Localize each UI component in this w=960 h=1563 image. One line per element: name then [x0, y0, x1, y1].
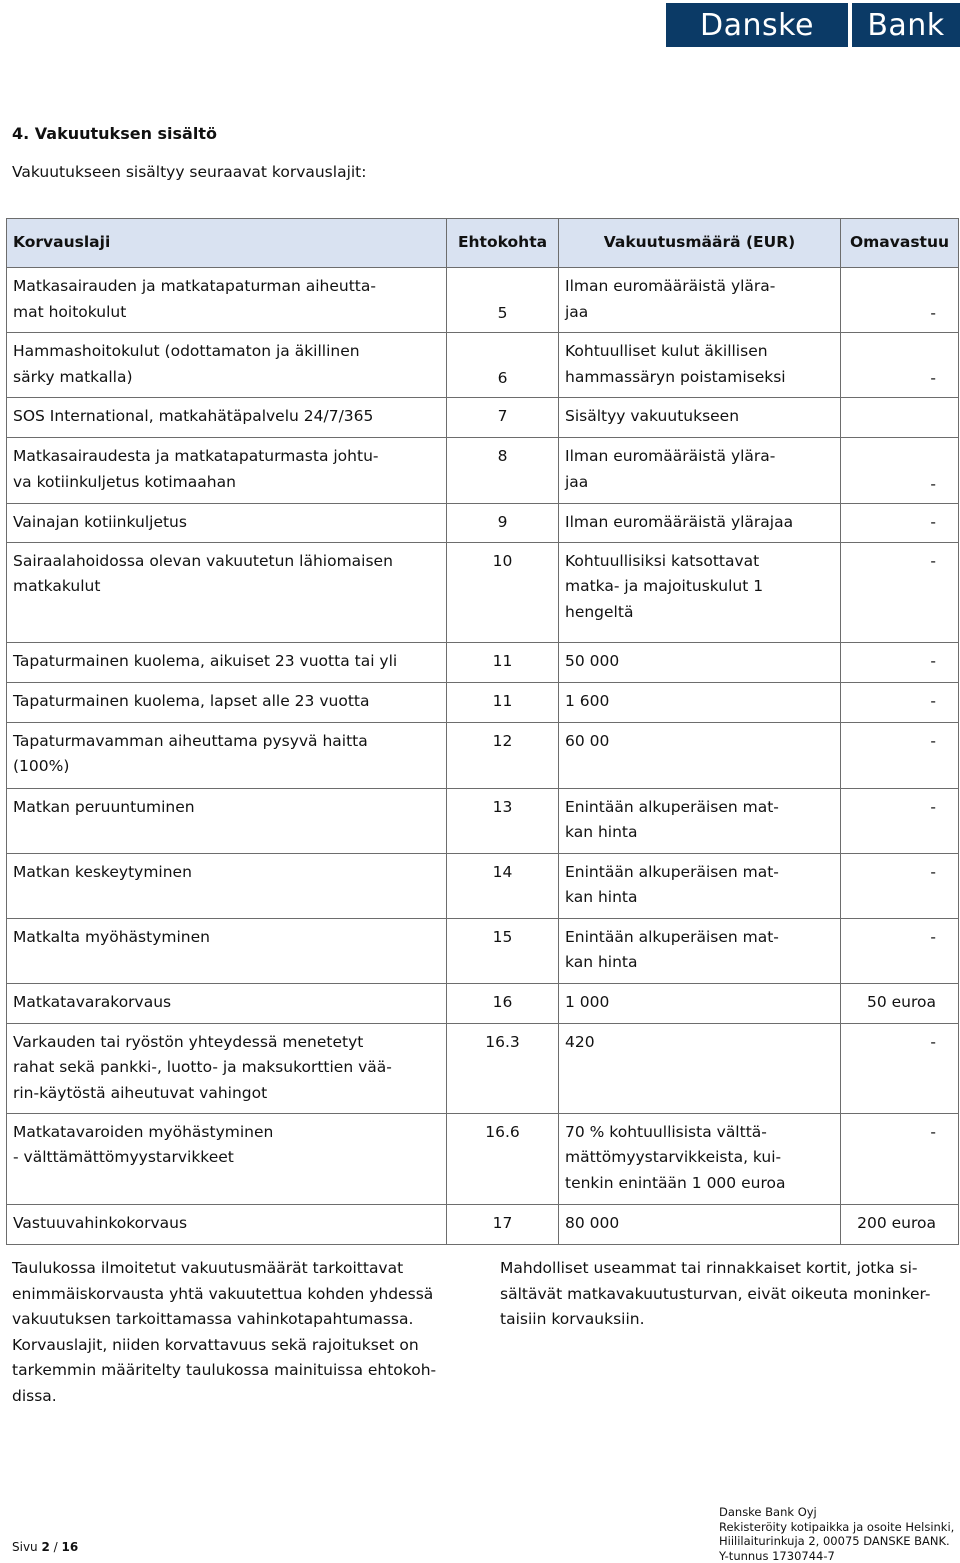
cell-vakuutusmaara-line: 60 00 [565, 729, 834, 755]
cell-korvauslaji-line: Matkasairaudesta ja matkatapaturmasta johtu- [13, 444, 440, 470]
cell-vakuutusmaara [559, 642, 841, 682]
cell-vakuutusmaara [559, 1023, 841, 1113]
cell-korvauslaji-line: Matkasairauden ja matkatapaturman aiheutta- [13, 274, 440, 300]
cell-ehtokohta: 16.6 [447, 1113, 559, 1204]
cell-ehtokohta: 7 [447, 398, 559, 438]
cell-omavastuu: - [841, 1113, 959, 1204]
cell-vakuutusmaara-line: Ilman euromääräistä ylärajaa [565, 510, 834, 536]
cell-korvauslaji-line: mat hoitokulut [13, 300, 440, 326]
note-left-line: Korvauslajit, niiden korvattavuus sekä rajoitukset on [12, 1333, 462, 1359]
cell-korvauslaji [7, 1204, 447, 1244]
footer-line: Rekisteröity kotipaikka ja osoite Helsinki, [719, 1520, 954, 1535]
cell-omavastuu: - [841, 504, 959, 543]
cell-korvauslaji [7, 504, 447, 543]
cell-korvauslaji-line: Vainajan kotiinkuljetus [13, 510, 440, 536]
cell-korvauslaji-line: Matkatavaroiden myöhästyminen [13, 1120, 440, 1146]
cell-omavastuu: - [841, 642, 959, 682]
cell-korvauslaji-line: Matkan keskeytyminen [13, 860, 440, 886]
cell-vakuutusmaara-line: matka- ja majoituskulut 1 [565, 574, 834, 600]
cell-korvauslaji-line: rin-käytöstä aiheutuvat vahingot [13, 1081, 440, 1107]
cell-korvauslaji [7, 983, 447, 1023]
cell-ehtokohta: 17 [447, 1204, 559, 1244]
cell-korvauslaji [7, 918, 447, 983]
cell-vakuutusmaara-line: mättömyystarvikkeista, kui- [565, 1145, 834, 1171]
table-body [7, 268, 959, 1245]
cell-omavastuu: - [841, 918, 959, 983]
note-right [500, 1256, 950, 1333]
cell-ehtokohta: 9 [447, 504, 559, 543]
note-right-line: taisiin korvauksiin. [500, 1307, 950, 1333]
table-row [7, 438, 959, 504]
cell-korvauslaji-line: Matkalta myöhästyminen [13, 925, 440, 951]
header-omavastuu: Omavastuu [841, 219, 959, 268]
cell-korvauslaji-line: Varkauden tai ryöstön yhteydessä menetetyt [13, 1030, 440, 1056]
cell-ehtokohta: 8 [447, 438, 559, 504]
cell-korvauslaji-line: - välttämättömyystarvikkeet [13, 1145, 440, 1171]
cell-korvauslaji-line: SOS International, matkahätäpalvelu 24/7/365 [13, 404, 440, 430]
table-row [7, 1023, 959, 1113]
cell-omavastuu: - [841, 438, 959, 504]
cell-ehtokohta: 6 [447, 333, 559, 398]
cell-korvauslaji-line: (100%) [13, 754, 440, 780]
cell-korvauslaji-line: va kotiinkuljetus kotimaahan [13, 470, 440, 496]
cell-korvauslaji [7, 1113, 447, 1204]
page-number [12, 1540, 78, 1554]
cell-vakuutusmaara-line: Enintään alkuperäisen mat- [565, 860, 834, 886]
cell-omavastuu: - [841, 788, 959, 853]
section-intro: Vakuutukseen sisältyy seuraavat korvauslajit: [12, 163, 366, 181]
cell-korvauslaji-line: Tapaturmavamman aiheuttama pysyvä haitta [13, 729, 440, 755]
logo-word-bank: Bank [852, 3, 960, 47]
cell-ehtokohta: 16.3 [447, 1023, 559, 1113]
cell-vakuutusmaara [559, 1113, 841, 1204]
cell-vakuutusmaara-line: Sisältyy vakuutukseen [565, 404, 834, 430]
cell-omavastuu: - [841, 722, 959, 788]
cell-ehtokohta: 10 [447, 542, 559, 642]
cell-korvauslaji [7, 333, 447, 398]
coverage-table [6, 218, 959, 1245]
cell-omavastuu: 50 euroa [841, 983, 959, 1023]
cell-ehtokohta: 16 [447, 983, 559, 1023]
cell-korvauslaji-line: Matkatavarakorvaus [13, 990, 440, 1016]
cell-vakuutusmaara-line: Ilman euromääräistä ylära- [565, 444, 834, 470]
table-row [7, 504, 959, 543]
note-left-line: Taulukossa ilmoitetut vakuutusmäärät tarkoittavat [12, 1256, 462, 1282]
table-row [7, 682, 959, 722]
header-korvauslaji: Korvauslaji [7, 219, 447, 268]
table-row [7, 983, 959, 1023]
cell-korvauslaji [7, 853, 447, 918]
note-left-line: vakuutuksen tarkoittamassa vahinkotapahtumassa. [12, 1307, 462, 1333]
cell-korvauslaji [7, 438, 447, 504]
cell-ehtokohta: 13 [447, 788, 559, 853]
table-row [7, 268, 959, 333]
cell-korvauslaji [7, 682, 447, 722]
cell-vakuutusmaara [559, 788, 841, 853]
table-row [7, 642, 959, 682]
cell-vakuutusmaara-line: 70 % kohtuullisista välttä- [565, 1120, 834, 1146]
page-label: Sivu [12, 1540, 38, 1554]
cell-korvauslaji [7, 722, 447, 788]
table-row [7, 398, 959, 438]
cell-vakuutusmaara [559, 504, 841, 543]
cell-omavastuu: - [841, 1023, 959, 1113]
page-separator: / [50, 1540, 62, 1554]
cell-vakuutusmaara-line: 80 000 [565, 1211, 834, 1237]
note-left-line: dissa. [12, 1384, 462, 1410]
cell-ehtokohta: 5 [447, 268, 559, 333]
cell-vakuutusmaara [559, 1204, 841, 1244]
cell-korvauslaji-line: Matkan peruuntuminen [13, 795, 440, 821]
page-current: 2 [42, 1540, 50, 1554]
cell-vakuutusmaara-line: Kohtuulliset kulut äkillisen [565, 339, 834, 365]
cell-vakuutusmaara [559, 268, 841, 333]
cell-vakuutusmaara-line: tenkin enintään 1 000 euroa [565, 1171, 834, 1197]
cell-korvauslaji-line: Sairaalahoidossa olevan vakuutetun lähiomaisen [13, 549, 440, 575]
cell-vakuutusmaara-line: 420 [565, 1030, 834, 1056]
cell-korvauslaji-line: Tapaturmainen kuolema, aikuiset 23 vuotta tai yli [13, 649, 440, 675]
table-header-row [7, 219, 959, 268]
footer-line: Hiililaiturinkuja 2, 00075 DANSKE BANK. [719, 1534, 954, 1549]
danske-bank-logo [666, 3, 960, 47]
cell-ehtokohta: 11 [447, 682, 559, 722]
cell-vakuutusmaara-line: kan hinta [565, 885, 834, 911]
cell-vakuutusmaara [559, 438, 841, 504]
cell-omavastuu: - [841, 542, 959, 642]
cell-vakuutusmaara-line: 50 000 [565, 649, 834, 675]
cell-vakuutusmaara-line: hammassäryn poistamiseksi [565, 365, 834, 391]
cell-vakuutusmaara [559, 983, 841, 1023]
cell-vakuutusmaara-line: Ilman euromääräistä ylära- [565, 274, 834, 300]
cell-korvauslaji-line: Hammashoitokulut (odottamaton ja äkillinen [13, 339, 440, 365]
cell-vakuutusmaara-line: hengeltä [565, 600, 834, 626]
company-footer [719, 1505, 954, 1563]
cell-vakuutusmaara-line: 1 600 [565, 689, 834, 715]
cell-ehtokohta: 12 [447, 722, 559, 788]
cell-vakuutusmaara-line: kan hinta [565, 820, 834, 846]
table-row [7, 1204, 959, 1244]
cell-korvauslaji [7, 542, 447, 642]
cell-korvauslaji [7, 398, 447, 438]
note-left [12, 1256, 462, 1409]
table-row [7, 333, 959, 398]
cell-korvauslaji-line: Tapaturmainen kuolema, lapset alle 23 vuotta [13, 689, 440, 715]
cell-vakuutusmaara [559, 918, 841, 983]
footer-line: Y-tunnus 1730744-7 [719, 1549, 954, 1563]
table-row [7, 542, 959, 642]
cell-omavastuu: 200 euroa [841, 1204, 959, 1244]
note-right-line: Mahdolliset useammat tai rinnakkaiset kortit, jotka si- [500, 1256, 950, 1282]
cell-korvauslaji [7, 642, 447, 682]
cell-ehtokohta: 15 [447, 918, 559, 983]
cell-korvauslaji [7, 788, 447, 853]
cell-omavastuu: - [841, 333, 959, 398]
cell-omavastuu: - [841, 682, 959, 722]
cell-omavastuu: - [841, 268, 959, 333]
footer-line: Danske Bank Oyj [719, 1505, 954, 1520]
header-vakuutusmaara: Vakuutusmäärä (EUR) [559, 219, 841, 268]
cell-vakuutusmaara-line: kan hinta [565, 950, 834, 976]
cell-vakuutusmaara-line: 1 000 [565, 990, 834, 1016]
cell-vakuutusmaara-line: jaa [565, 470, 834, 496]
cell-vakuutusmaara-line: Enintään alkuperäisen mat- [565, 795, 834, 821]
cell-korvauslaji [7, 1023, 447, 1113]
note-right-line: sältävät matkavakuutusturvan, eivät oikeuta moninker- [500, 1282, 950, 1308]
cell-omavastuu: - [841, 853, 959, 918]
cell-vakuutusmaara [559, 398, 841, 438]
cell-vakuutusmaara-line: Kohtuullisiksi katsottavat [565, 549, 834, 575]
header-ehtokohta: Ehtokohta [447, 219, 559, 268]
cell-omavastuu [841, 398, 959, 438]
table-row [7, 918, 959, 983]
cell-vakuutusmaara-line: Enintään alkuperäisen mat- [565, 925, 834, 951]
note-left-line: enimmäiskorvausta yhtä vakuutettua kohden yhdessä [12, 1282, 462, 1308]
page-total: 16 [62, 1540, 79, 1554]
table-row [7, 788, 959, 853]
cell-ehtokohta: 14 [447, 853, 559, 918]
cell-vakuutusmaara [559, 853, 841, 918]
cell-korvauslaji-line: rahat sekä pankki-, luotto- ja maksukorttien vää- [13, 1055, 440, 1081]
cell-vakuutusmaara-line: jaa [565, 300, 834, 326]
logo-word-danske: Danske [666, 3, 848, 47]
cell-korvauslaji-line: Vastuuvahinkokorvaus [13, 1211, 440, 1237]
cell-vakuutusmaara [559, 722, 841, 788]
cell-ehtokohta: 11 [447, 642, 559, 682]
table-row [7, 853, 959, 918]
cell-korvauslaji-line: matkakulut [13, 574, 440, 600]
cell-vakuutusmaara [559, 542, 841, 642]
cell-vakuutusmaara [559, 682, 841, 722]
table-row [7, 722, 959, 788]
cell-vakuutusmaara [559, 333, 841, 398]
cell-korvauslaji [7, 268, 447, 333]
section-heading: 4. Vakuutuksen sisältö [12, 124, 217, 143]
note-left-line: tarkemmin määritelty taulukossa mainituissa ehtokoh- [12, 1358, 462, 1384]
table-row [7, 1113, 959, 1204]
cell-korvauslaji-line: särky matkalla) [13, 365, 440, 391]
